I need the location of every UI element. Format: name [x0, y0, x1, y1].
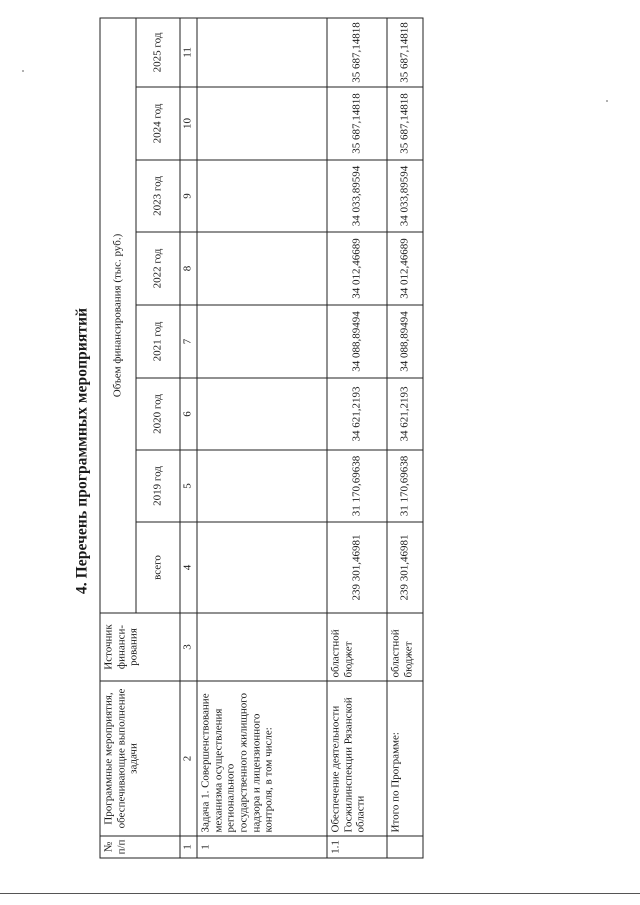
rotated-content: [2, 0, 640, 904]
header-year-2024: 2024 год: [136, 87, 180, 160]
header-total: всего: [136, 522, 180, 613]
col-number: 7: [180, 305, 197, 378]
row-value-2019: 31 170,69638: [387, 450, 423, 522]
header-source: Источник финанси-рования: [100, 613, 180, 681]
col-number: 9: [180, 160, 197, 232]
row-value-total: 239 301,46981: [327, 522, 387, 613]
header-volume: Объем финансирования (тыс. руб.): [100, 18, 136, 613]
header-year-2022: 2022 год: [136, 232, 180, 305]
row-value-2024: [197, 87, 327, 160]
row-value-2024: 35 687,14818: [387, 87, 423, 160]
col-number: 2: [180, 681, 197, 836]
row-value-2019: [197, 450, 327, 522]
row-value-2022: [197, 232, 327, 305]
header-row-1: [100, 18, 136, 858]
header-year-2021: 2021 год: [136, 305, 180, 378]
col-number: 6: [180, 378, 197, 450]
header-year-2020: 2020 год: [136, 378, 180, 450]
row-num: 1: [197, 836, 327, 858]
col-number: 8: [180, 232, 197, 305]
row-value-2022: 34 012,46689: [387, 232, 423, 305]
row-value-2021: 34 088,89494: [387, 305, 423, 378]
row-source: областной бюджет: [327, 613, 387, 681]
row-value-2020: 34 621,2193: [387, 378, 423, 450]
header-year-2023: 2023 год: [136, 160, 180, 232]
row-value-2021: 34 088,89494: [327, 305, 387, 378]
col-number: 11: [180, 18, 197, 87]
header-year-2019: 2019 год: [136, 450, 180, 522]
row-value-2020: [197, 378, 327, 450]
measures-table: [100, 17, 424, 858]
table-row-total: [387, 18, 423, 858]
row-value-2025: 35 687,14818: [387, 18, 423, 87]
row-value-2019: 31 170,69638: [327, 450, 387, 522]
row-value-2022: 34 012,46689: [327, 232, 387, 305]
header-num: № п/п: [100, 836, 180, 858]
row-measure: Задача 1. Совершенствование механизма осуществления регионального государственного жилищного надзора и лицензионного контроля, в том числе:: [197, 681, 327, 836]
row-source: [197, 613, 327, 681]
row-value-2020: 34 621,2193: [327, 378, 387, 450]
row-value-total: [197, 522, 327, 613]
table-row-task-1: [197, 18, 327, 858]
page-bottom-rule: [0, 893, 640, 894]
col-number: 3: [180, 613, 197, 681]
row-num: 1.1: [327, 836, 387, 858]
row-value-2023: [197, 160, 327, 232]
row-value-2025: [197, 18, 327, 87]
row-value-2025: 35 687,14818: [327, 18, 387, 87]
col-number: 4: [180, 522, 197, 613]
row-measure: Итого по Программе:: [387, 681, 423, 836]
row-measure: Обеспечение деятельности Госжилинспекции Рязанской области: [327, 681, 387, 836]
row-source: областной бюджет: [387, 613, 423, 681]
header-measure: Программные мероприятия, обеспечивающие выполнение задачи: [100, 681, 180, 836]
column-number-row: [180, 18, 197, 858]
row-num: [387, 836, 423, 858]
row-value-total: 239 301,46981: [387, 522, 423, 613]
table-row-1-1: [327, 18, 387, 858]
col-number: 5: [180, 450, 197, 522]
row-value-2023: 34 033,89594: [387, 160, 423, 232]
row-value-2023: 34 033,89594: [327, 160, 387, 232]
row-value-2024: 35 687,14818: [327, 87, 387, 160]
col-number: 10: [180, 87, 197, 160]
section-title: 4. Перечень программных мероприятий: [73, 307, 91, 595]
row-value-2021: [197, 305, 327, 378]
header-year-2025: 2025 год: [136, 18, 180, 87]
col-number: 1: [180, 836, 197, 858]
